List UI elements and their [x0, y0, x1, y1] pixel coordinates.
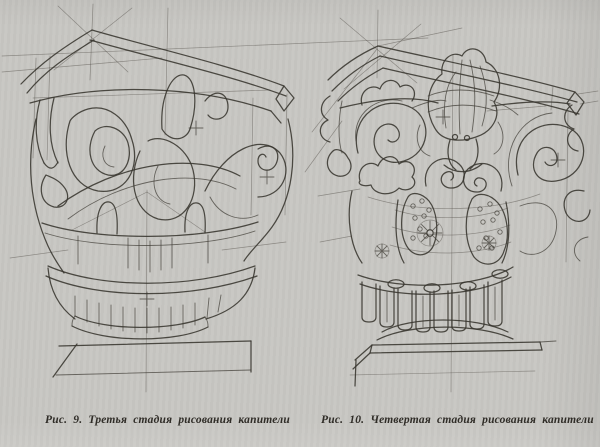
figure-10-caption: Рис. 10. Четвертая стадия рисования капители	[321, 414, 594, 426]
rosette-small-right	[482, 236, 496, 250]
figure-9-sketch	[10, 4, 294, 392]
flutes	[362, 280, 502, 332]
figure-9-caption: Рис. 9. Третья стадия рисования капители	[45, 414, 291, 426]
rosette-large	[417, 220, 443, 246]
rosette-small-left	[375, 244, 389, 258]
figure-10-sketch	[305, 10, 598, 392]
shared-construction-lines	[2, 38, 428, 72]
